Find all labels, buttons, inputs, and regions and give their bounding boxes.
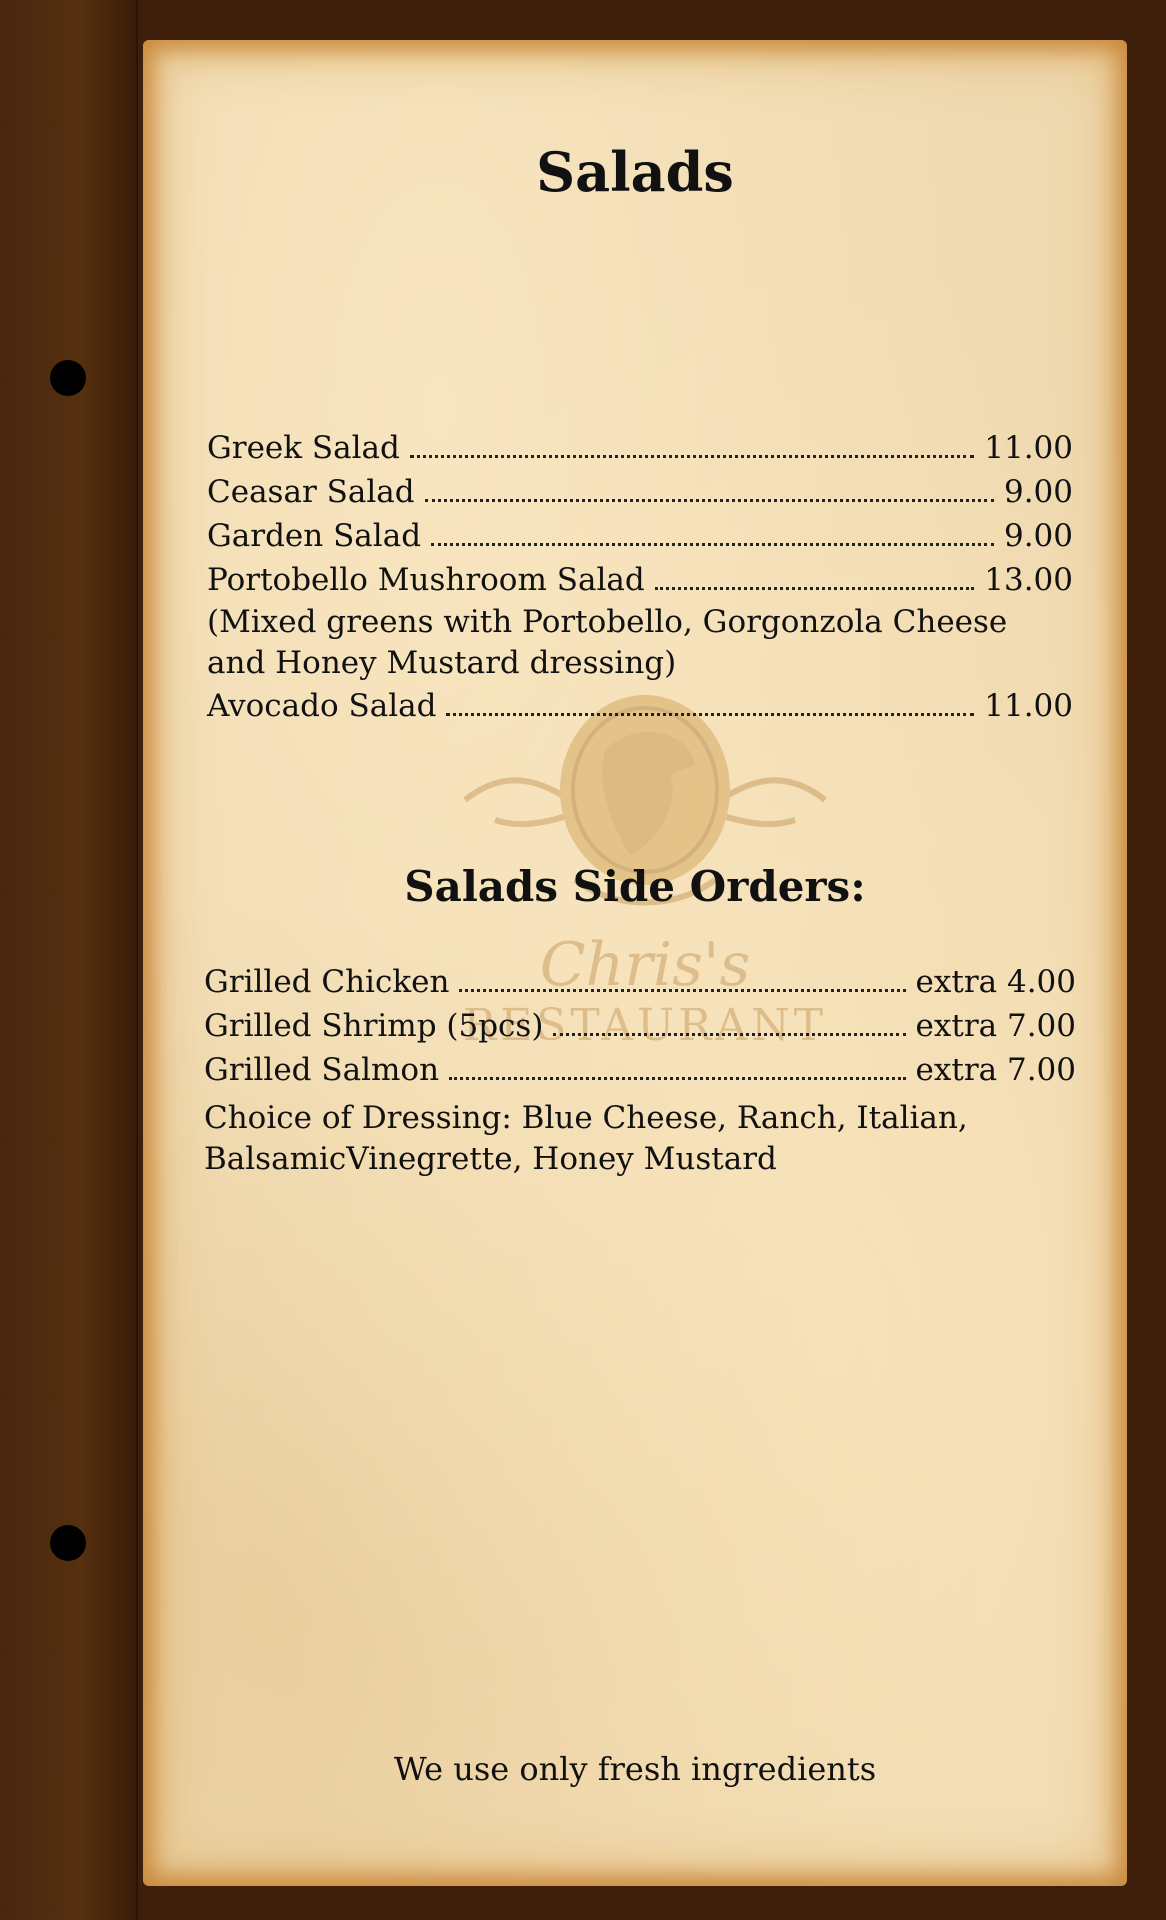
page-title: Salads bbox=[536, 140, 734, 204]
side-order-name: Grilled Shrimp (5pcs) bbox=[204, 1008, 544, 1044]
side-order-item bbox=[204, 1048, 1076, 1092]
menu-item-description bbox=[207, 602, 1073, 684]
menu-item bbox=[207, 558, 1073, 602]
menu-item-price: 11.00 bbox=[984, 430, 1073, 466]
dot-leader bbox=[449, 1077, 906, 1080]
salads-list bbox=[207, 426, 1073, 728]
dot-leader bbox=[446, 713, 974, 716]
menu-item-name: Avocado Salad bbox=[207, 688, 437, 724]
menu-item-price: 11.00 bbox=[984, 688, 1073, 724]
side-order-name: Grilled Salmon bbox=[204, 1052, 440, 1088]
menu-item-name: Ceasar Salad bbox=[207, 474, 415, 510]
menu-item-price: 9.00 bbox=[1003, 474, 1073, 510]
side-order-name: Grilled Chicken bbox=[204, 964, 450, 1000]
dot-leader bbox=[459, 989, 905, 992]
menu-item-name: Portobello Mushroom Salad bbox=[207, 562, 645, 598]
watermark-restaurant-text: RESTAURANT bbox=[463, 1000, 827, 1051]
menu-item-name: Greek Salad bbox=[207, 430, 400, 466]
side-order-price: extra 7.00 bbox=[915, 1008, 1076, 1044]
dressing-line: Choice of Dressing: Blue Cheese, Ranch, Italian, bbox=[204, 1100, 968, 1136]
menu-item bbox=[207, 426, 1073, 470]
footer-note: We use only fresh ingredients bbox=[393, 1750, 877, 1788]
menu-item-price: 13.00 bbox=[984, 562, 1073, 598]
menu-item-name: Garden Salad bbox=[207, 518, 422, 554]
dot-leader bbox=[553, 1033, 905, 1036]
side-order-price: extra 4.00 bbox=[915, 964, 1076, 1000]
side-order-price: extra 7.00 bbox=[915, 1052, 1076, 1088]
description-line: and Honey Mustard dressing) bbox=[207, 645, 677, 681]
dot-leader bbox=[425, 499, 994, 502]
menu-item bbox=[207, 684, 1073, 728]
menu-item bbox=[207, 514, 1073, 558]
menu-item bbox=[207, 470, 1073, 514]
dot-leader bbox=[655, 587, 975, 590]
dressing-choices bbox=[204, 1098, 1076, 1180]
dot-leader bbox=[410, 455, 974, 458]
side-order-item bbox=[204, 1004, 1076, 1048]
menu-item-price: 9.00 bbox=[1003, 518, 1073, 554]
side-order-item bbox=[204, 960, 1076, 1004]
dressing-line: BalsamicVinegrette, Honey Mustard bbox=[204, 1141, 777, 1177]
side-orders-list bbox=[204, 960, 1076, 1180]
dot-leader bbox=[431, 543, 994, 546]
description-line: (Mixed greens with Portobello, Gorgonzola Cheese bbox=[207, 604, 1008, 640]
side-orders-title: Salads Side Orders: bbox=[404, 862, 866, 911]
watermark-script-text: Chris's bbox=[539, 930, 751, 1000]
